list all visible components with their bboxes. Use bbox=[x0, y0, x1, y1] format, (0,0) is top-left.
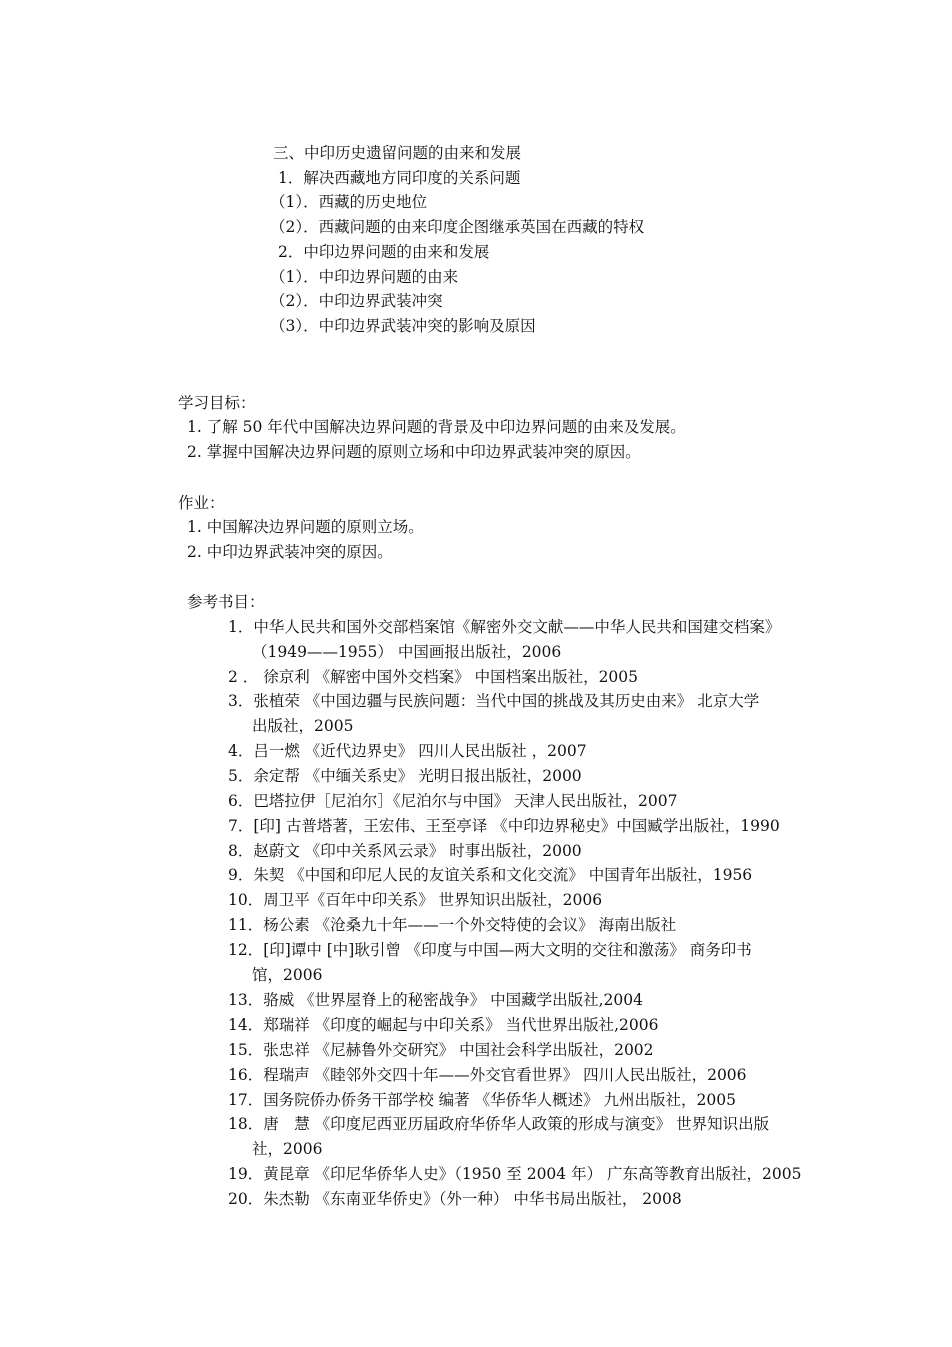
reference-line: 1．中华人民共和国外交部档案馆《解密外交文献——中华人民共和国建交档案》 bbox=[228, 618, 781, 636]
outline-item-1-1: （1）．西藏的历史地位 bbox=[270, 193, 428, 211]
homework-item: 1. 中国解决边界问题的原则立场。 bbox=[187, 518, 424, 536]
reference-line: 3．张植荣 《中国边疆与民族问题：当代中国的挑战及其历史由来》 北京大学 bbox=[228, 692, 760, 710]
objectives-heading: 学习目标： bbox=[178, 394, 256, 412]
objective-item: 1. 了解 50 年代中国解决边界问题的背景及中印边界问题的由来及发展。 bbox=[187, 418, 686, 436]
reference-line: 20．朱杰勒 《东南亚华侨史》（外一种） 中华书局出版社， 2008 bbox=[228, 1190, 682, 1208]
section-title: 三、中印历史遗留问题的由来和发展 bbox=[273, 144, 522, 162]
homework-item: 2. 中印边界武装冲突的原因。 bbox=[187, 543, 393, 561]
reference-line: （1949——1955） 中国画报出版社，2006 bbox=[252, 643, 562, 661]
reference-line: 16．程瑞声 《睦邻外交四十年——外交官看世界》 四川人民出版社，2006 bbox=[228, 1066, 747, 1084]
reference-line: 13．骆威 《世界屋脊上的秘密战争》 中国藏学出版社,2004 bbox=[228, 991, 643, 1009]
reference-line: 7．[印] 古普塔著，王宏伟、王至亭译 《中印边界秘史》中国臧学出版社，1990 bbox=[228, 817, 780, 835]
reference-line: 社，2006 bbox=[252, 1140, 323, 1158]
reference-line: 6．巴塔拉伊［尼泊尔］《尼泊尔与中国》 天津人民出版社，2007 bbox=[228, 792, 678, 810]
reference-line: 9．朱契 《中国和印尼人民的友谊关系和文化交流》 中国青年出版社，1956 bbox=[228, 866, 753, 884]
outline-item-1-2: （2）．西藏问题的由来印度企图继承英国在西藏的特权 bbox=[270, 218, 645, 236]
reference-line: 11．杨公素 《沧桑九十年——一个外交特使的会议》 海南出版社 bbox=[228, 916, 677, 934]
homework-heading: 作业： bbox=[178, 494, 225, 512]
outline-item-2-1: （1）．中印边界问题的由来 bbox=[270, 268, 459, 286]
reference-line: 14．郑瑞祥 《印度的崛起与中印关系》 当代世界出版社,2006 bbox=[228, 1016, 659, 1034]
reference-line: 8．赵蔚文 《印中关系风云录》 时事出版社，2000 bbox=[228, 842, 582, 860]
outline-item-2: 2．中印边界问题的由来和发展 bbox=[278, 243, 490, 261]
outline-item-2-3: （3）．中印边界武装冲突的影响及原因 bbox=[270, 317, 536, 335]
reference-line: 2 ． 徐京利 《解密中国外交档案》 中国档案出版社，2005 bbox=[228, 668, 639, 686]
outline-item-2-2: （2）．中印边界武装冲突 bbox=[270, 292, 443, 310]
reference-line: 出版社，2005 bbox=[252, 717, 354, 735]
reference-line: 馆，2006 bbox=[252, 966, 323, 984]
reference-line: 18．唐 慧 《印度尼西亚历届政府华侨华人政策的形成与演变》 世界知识出版 bbox=[228, 1115, 770, 1133]
reference-line: 4．吕一燃 《近代边界史》 四川人民出版社 ，2007 bbox=[228, 742, 587, 760]
reference-line: 5．余定帮 《中缅关系史》 光明日报出版社，2000 bbox=[228, 767, 582, 785]
reference-line: 17．国务院侨办侨务干部学校 编著 《华侨华人概述》 九州出版社，2005 bbox=[228, 1091, 736, 1109]
reference-line: 12．[印]谭中 [中]耿引曾 《印度与中国—两大文明的交往和激荡》 商务印书 bbox=[228, 941, 752, 959]
reference-line: 19．黄昆章 《印尼华侨华人史》（1950 至 2004 年） 广东高等教育出版社，2005 bbox=[228, 1165, 802, 1183]
reference-line: 15．张忠祥 《尼赫鲁外交研究》 中国社会科学出版社，2002 bbox=[228, 1041, 654, 1059]
references-heading: 参考书目： bbox=[187, 593, 265, 611]
reference-line: 10．周卫平《百年中印关系》 世界知识出版社，2006 bbox=[228, 891, 603, 909]
outline-item-1: 1．解决西藏地方同印度的关系问题 bbox=[278, 169, 521, 187]
objective-item: 2. 掌握中国解决边界问题的原则立场和中印边界武装冲突的原因。 bbox=[187, 443, 641, 461]
